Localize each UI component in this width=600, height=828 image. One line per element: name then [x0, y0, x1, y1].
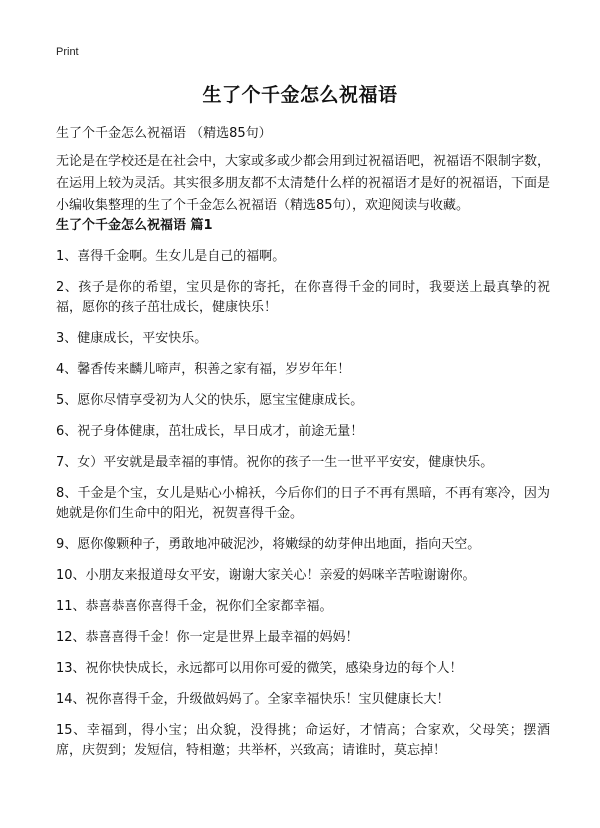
list-item: 2、孩子是你的希望，宝贝是你的寄托，在你喜得千金的同时，我要送上最真挚的祝福，愿你的孩子茁壮成长，健康快乐！	[56, 280, 550, 315]
list-item: 10、小朋友来报道母女平安，谢谢大家关心！亲爱的妈咪辛苦啦谢谢你。	[56, 568, 476, 583]
print-link[interactable]: Print	[56, 46, 79, 58]
list-item: 4、馨香传来麟儿啼声，积善之家有福，岁岁年年！	[56, 362, 351, 377]
list-item: 5、愿你尽情享受初为人父的快乐，愿宝宝健康成长。	[56, 393, 364, 408]
page-title: 生了个千金怎么祝福语	[202, 84, 398, 106]
list-item: 8、千金是个宝，女儿是贴心小棉袄，今后你们的日子不再有黑暗，不再有寒冷，因为她就是你们生命中的阳光，祝贺喜得千金。	[56, 486, 550, 521]
list-item: 13、祝你快快成长，永远都可以用你可爱的微笑，感染身边的每个人！	[56, 661, 463, 676]
list-item: 12、恭喜喜得千金！你一定是世界上最幸福的妈妈！	[56, 630, 359, 645]
page-subtitle: 生了个千金怎么祝福语 （精选85句）	[56, 126, 272, 141]
list-item: 15、幸福到，得小宝；出众貌，没得挑；命运好，才情高；合家欢，父母笑；摆酒席，庆贺到；发短信，特相邀；共举杯，兴致高；请谁时，莫忘掉！	[56, 723, 550, 758]
section-heading: 生了个千金怎么祝福语 篇1	[56, 218, 213, 233]
list-item: 7、女）平安就是最幸福的事情。祝你的孩子一生一世平平安安，健康快乐。	[56, 455, 494, 470]
list-item: 1、喜得千金啊。生女儿是自己的福啊。	[56, 249, 286, 264]
intro-paragraph: 无论是在学校还是在社会中，大家或多或少都会用到过祝福语吧，祝福语不限制字数，在运用上较为灵活。其实很多朋友都不太清楚什么样的祝福语才是好的祝福语，下面是小编收集整理的生了个千金怎么祝福语（精选85句），欢迎阅读与收藏。	[56, 154, 551, 213]
blessing-list	[56, 247, 550, 772]
list-item: 9、愿你像颗种子，勇敢地冲破泥沙，将嫩绿的幼芽伸出地面，指向天空。	[56, 537, 481, 552]
list-item: 14、祝你喜得千金，升级做妈妈了。全家幸福快乐！宝贝健康长大！	[56, 692, 450, 707]
list-item: 3、健康成长，平安快乐。	[56, 331, 208, 346]
list-item: 11、恭喜恭喜你喜得千金，祝你们全家都幸福。	[56, 599, 333, 614]
list-item: 6、祝子身体健康，茁壮成长，早日成才，前途无量！	[56, 424, 364, 439]
